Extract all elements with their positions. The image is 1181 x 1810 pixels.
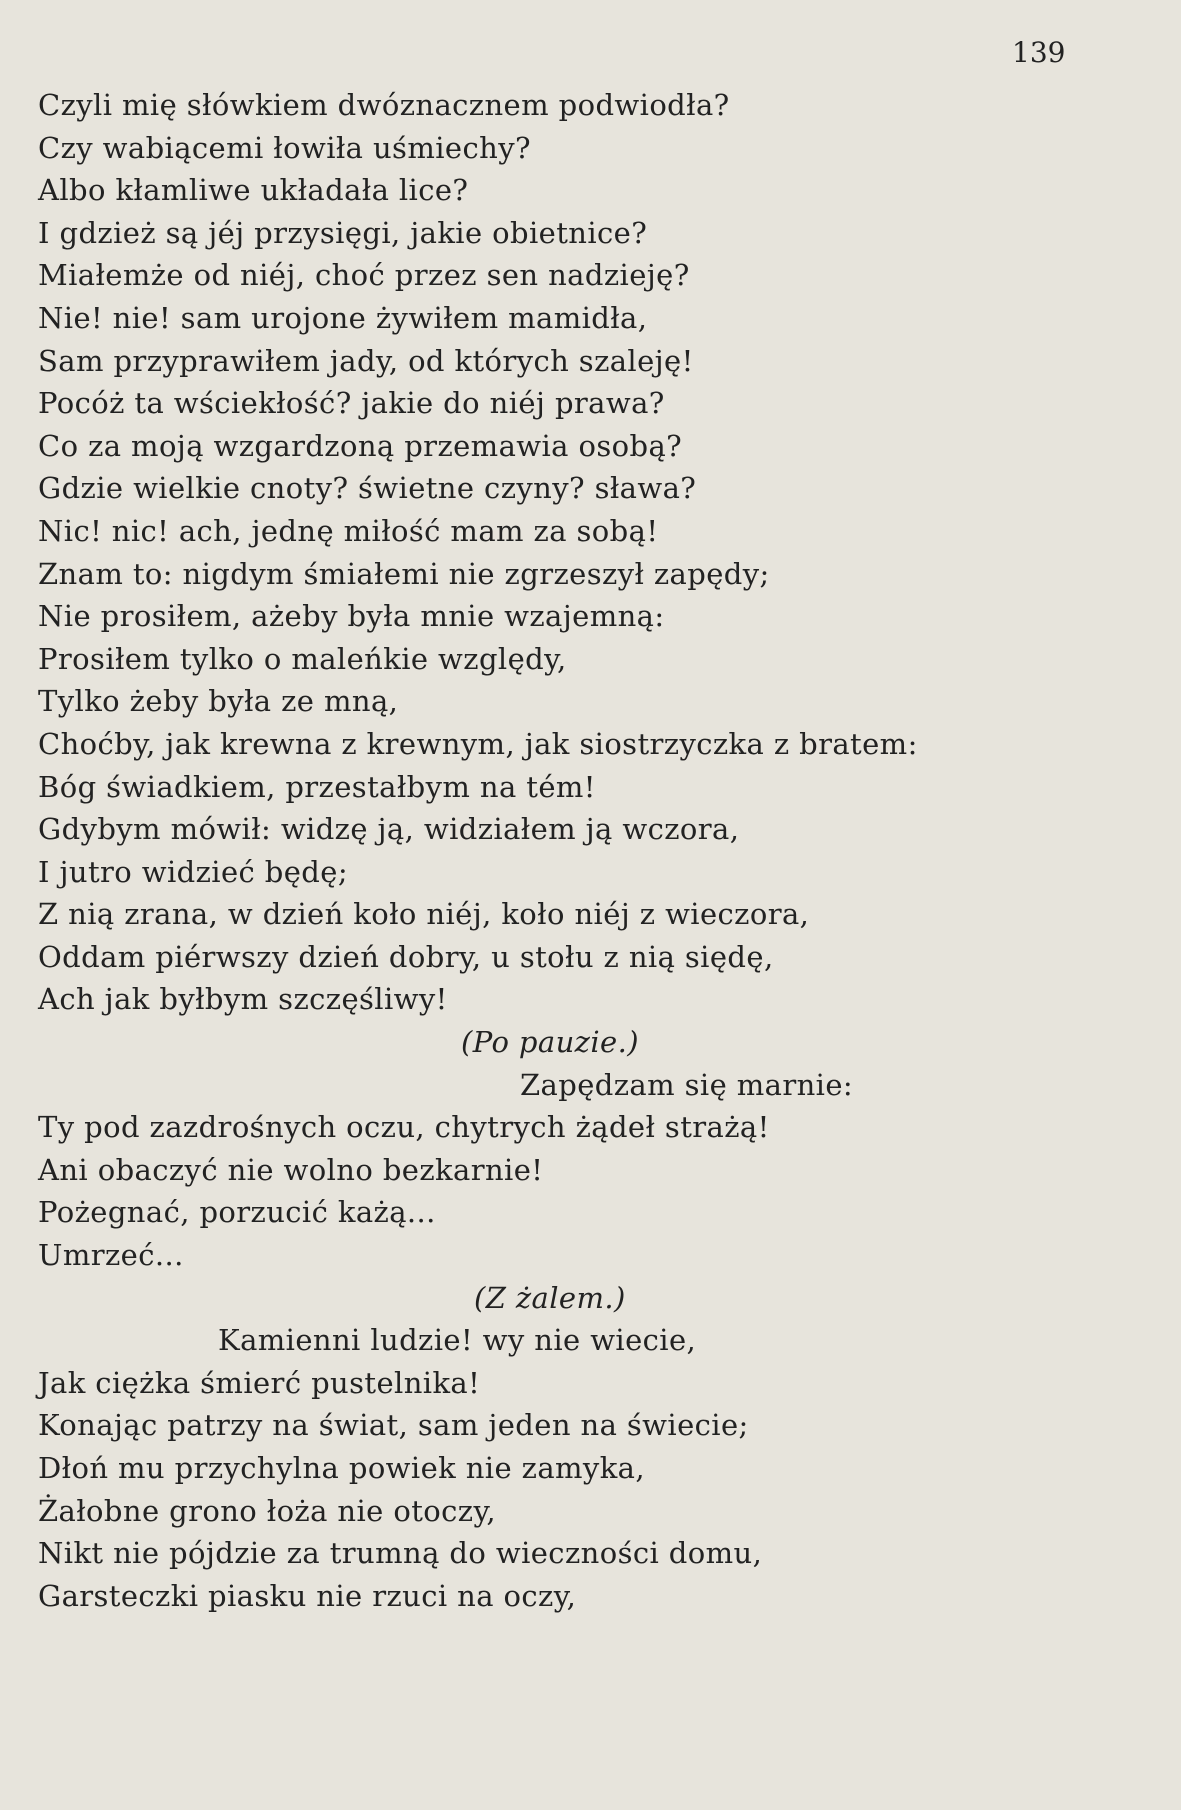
verse-line: Nie prosiłem, ażeby była mnie wzajemną: [38,599,665,634]
stage-direction: (Z żalem.) [474,1280,626,1315]
verse-line: Oddam piérwszy dzień dobry, u stołu z nią siędę, [38,939,774,974]
verse-line: Sam przyprawiłem jady, od których szaleję! [38,343,694,378]
verse-line: Prosiłem tylko o maleńkie względy, [38,641,567,676]
verse-line: Kamienni ludzie! wy nie wiecie, [218,1323,697,1358]
verse-line: Czy wabiącemi łowiła uśmiechy? [38,130,531,165]
verse-line: Co za moją wzgardzoną przemawia osobą? [38,428,683,463]
verse-line: Znam to: nigdym śmiałemi nie zgrzeszył zapędy; [38,556,770,591]
verse-line: Garsteczki piasku nie rzuci na oczy, [38,1578,577,1613]
verse-line: Gdzie wielkie cnoty? świetne czyny? sława? [38,471,697,506]
verse-line: Czyli mię słówkiem dwóznacznem podwiodła? [38,88,730,122]
verse-line: Pocóż ta wściekłość? jakie do niéj prawa? [38,386,665,421]
verse-line: Choćby, jak krewna z krewnym, jak siostrzyczka z bratem: [38,726,918,761]
verse-line: Nikt nie pójdzie za trumną do wieczności domu, [38,1536,763,1571]
verse-line: Ty pod zazdrośnych oczu, chytrych żądeł strażą! [38,1110,770,1145]
verse-line: Nie! nie! sam urojone żywiłem mamidła, [38,300,648,335]
verse-line: Żałobne grono łoża nie otoczy, [38,1493,496,1528]
page-number: 139 [1012,36,1066,69]
verse-line: Zapędzam się marnie: [520,1067,854,1102]
verse-line: Ach jak byłbym szczęśliwy! [38,982,448,1017]
verse-line: Ani obaczyć nie wolno bezkarnie! [38,1152,544,1187]
verse-line: Nic! nic! ach, jednę miłość mam za sobą! [38,513,659,548]
poem-text [38,84,918,1617]
verse-line: Bóg świadkiem, przestałbym na tém! [38,769,596,804]
verse-line: I jutro widzieć będę; [38,854,348,889]
verse-line: Pożegnać, porzucić każą... [38,1195,436,1230]
stage-direction: (Po pauzie.) [461,1025,639,1060]
verse-line: Gdybym mówił: widzę ją, widziałem ją wczora, [38,812,740,847]
verse-line: Miałemże od niéj, choć przez sen nadzieję? [38,258,690,293]
verse-line: Dłoń mu przychylna powiek nie zamyka, [38,1451,645,1485]
verse-line: Albo kłamliwe układała lice? [38,173,469,208]
verse-line: I gdzież są jéj przysięgi, jakie obietnice? [38,215,648,250]
verse-line: Jak ciężka śmierć pustelnika! [38,1365,481,1400]
verse-line: Umrzeć... [38,1238,184,1273]
verse-line: Tylko żeby była ze mną, [38,684,399,719]
verse-line: Z nią zrana, w dzień koło niéj, koło niéj z wieczora, [38,897,810,932]
verse-line: Konając patrzy na świat, sam jeden na świecie; [38,1408,749,1443]
